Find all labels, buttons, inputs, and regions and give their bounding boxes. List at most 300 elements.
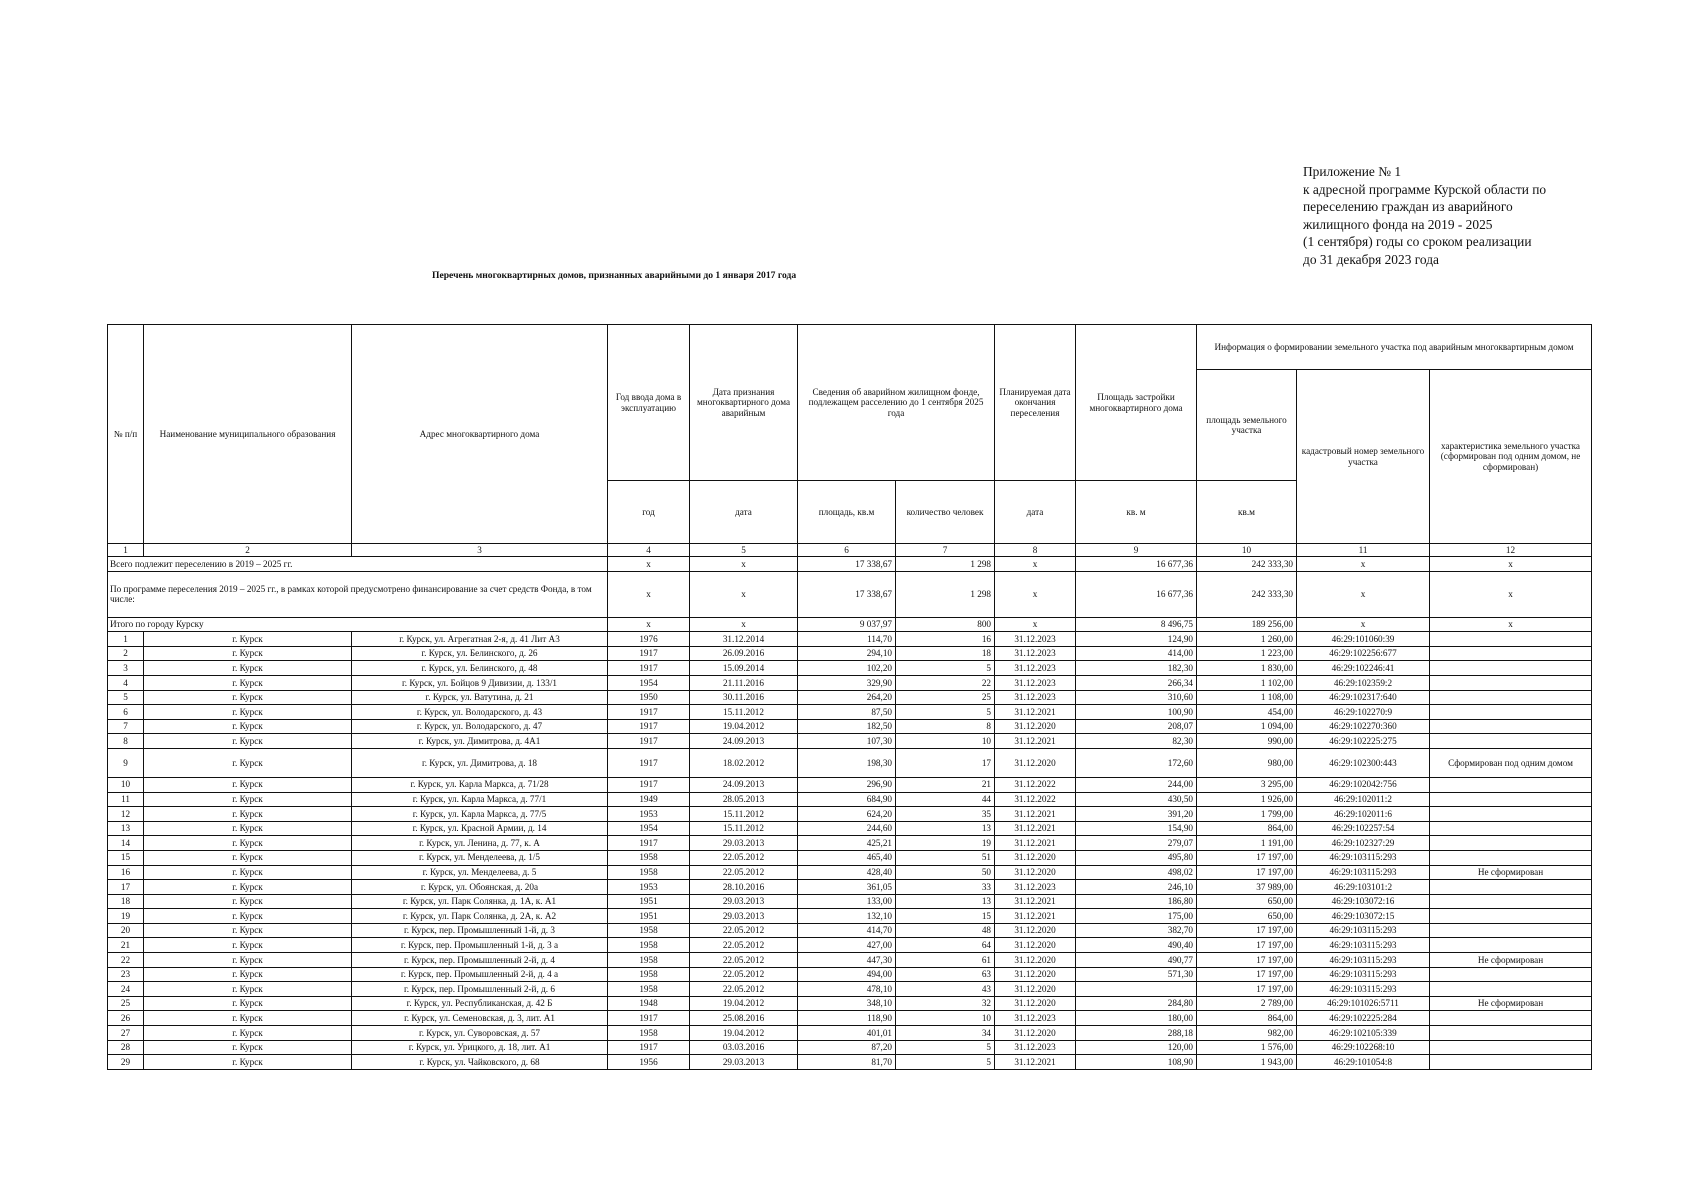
year: 1917: [608, 646, 690, 661]
date-recognized: 19.04.2012: [690, 719, 798, 734]
land-characteristic: [1430, 632, 1592, 647]
built-area: 172,60: [1076, 748, 1197, 777]
area: 244,60: [798, 821, 896, 836]
summary-cell: x: [690, 557, 798, 572]
table-row: [108, 690, 1592, 705]
annex-line: переселению граждан из аварийного: [1303, 199, 1513, 215]
area: 329,90: [798, 675, 896, 690]
built-area: 244,00: [1076, 777, 1197, 792]
municipality: г. Курск: [144, 1026, 352, 1041]
built-area: 382,70: [1076, 923, 1197, 938]
land-characteristic: [1430, 894, 1592, 909]
land-area: 864,00: [1197, 1011, 1297, 1026]
cadastral-number: 46:29:102225:275: [1297, 734, 1430, 749]
summary-cell: x: [1430, 617, 1592, 632]
column-number: 7: [896, 544, 995, 557]
summary-area: 9 037,97: [798, 617, 896, 632]
municipality: г. Курск: [144, 865, 352, 880]
column-number: 6: [798, 544, 896, 557]
summary-cell: x: [1430, 571, 1592, 617]
planned-date: 31.12.2023: [995, 675, 1076, 690]
land-area: 982,00: [1197, 1026, 1297, 1041]
row-number: 24: [108, 982, 144, 997]
area: 361,05: [798, 880, 896, 895]
built-area: 100,90: [1076, 705, 1197, 720]
area: 87,20: [798, 1040, 896, 1055]
cadastral-number: 46:29:102257:54: [1297, 821, 1430, 836]
address: г. Курск, ул. Обоянская, д. 20а: [352, 880, 608, 895]
planned-date: 31.12.2023: [995, 632, 1076, 647]
built-area: 414,00: [1076, 646, 1197, 661]
table-row: [108, 938, 1592, 953]
planned-date: 31.12.2021: [995, 821, 1076, 836]
land-characteristic: [1430, 719, 1592, 734]
planned-date: 31.12.2020: [995, 865, 1076, 880]
cadastral-number: 46:29:102317:640: [1297, 690, 1430, 705]
cadastral-number: 46:29:102246:41: [1297, 661, 1430, 676]
land-area: 17 197,00: [1197, 850, 1297, 865]
year: 1917: [608, 1011, 690, 1026]
planned-date: 31.12.2020: [995, 719, 1076, 734]
area: 414,70: [798, 923, 896, 938]
municipality: г. Курск: [144, 982, 352, 997]
area: 107,30: [798, 734, 896, 749]
land-characteristic: [1430, 807, 1592, 822]
municipality: г. Курск: [144, 821, 352, 836]
address: г. Курск, ул. Володарского, д. 43: [352, 705, 608, 720]
land-area: 1 926,00: [1197, 792, 1297, 807]
land-area: 1 943,00: [1197, 1055, 1297, 1070]
land-characteristic: Не сформирован: [1430, 996, 1592, 1011]
column-number: 3: [352, 544, 608, 557]
land-characteristic: [1430, 675, 1592, 690]
year: 1917: [608, 705, 690, 720]
date-recognized: 22.05.2012: [690, 850, 798, 865]
area: 494,00: [798, 967, 896, 982]
year: 1951: [608, 894, 690, 909]
column-number: 5: [690, 544, 798, 557]
land-area: 3 295,00: [1197, 777, 1297, 792]
header-fund-info: Сведения об аварийном жилищном фонде, подлежащем расселению до 1 сентября 2025 года: [798, 325, 995, 481]
year: 1917: [608, 748, 690, 777]
year: 1917: [608, 836, 690, 851]
column-number: 10: [1197, 544, 1297, 557]
planned-date: 31.12.2023: [995, 646, 1076, 661]
year: 1958: [608, 938, 690, 953]
row-number: 11: [108, 792, 144, 807]
area: 296,90: [798, 777, 896, 792]
built-area: 82,30: [1076, 734, 1197, 749]
row-number: 23: [108, 967, 144, 982]
land-characteristic: [1430, 1040, 1592, 1055]
cadastral-number: 46:29:102359:2: [1297, 675, 1430, 690]
land-characteristic: [1430, 1026, 1592, 1041]
built-area: 284,80: [1076, 996, 1197, 1011]
people: 61: [896, 953, 995, 968]
summary-cell: x: [608, 557, 690, 572]
unit-sqm2: кв.м: [1197, 481, 1297, 544]
summary-area: 17 338,67: [798, 557, 896, 572]
column-number: 4: [608, 544, 690, 557]
built-area: 124,90: [1076, 632, 1197, 647]
cadastral-number: 46:29:103115:293: [1297, 850, 1430, 865]
cadastral-number: 46:29:102270:360: [1297, 719, 1430, 734]
summary-built: 16 677,36: [1076, 571, 1197, 617]
planned-date: 31.12.2023: [995, 690, 1076, 705]
row-number: 12: [108, 807, 144, 822]
summary-cell: x: [690, 571, 798, 617]
cadastral-number: 46:29:103115:293: [1297, 938, 1430, 953]
area: 425,21: [798, 836, 896, 851]
planned-date: 31.12.2020: [995, 982, 1076, 997]
people: 18: [896, 646, 995, 661]
table-row: [108, 909, 1592, 924]
summary-label: Всего подлежит переселению в 2019 – 2025 гг.: [108, 557, 608, 572]
built-area: [1076, 982, 1197, 997]
people: 44: [896, 792, 995, 807]
address: г. Курск, ул. Карла Маркса, д. 71/28: [352, 777, 608, 792]
area: 264,20: [798, 690, 896, 705]
date-recognized: 29.03.2013: [690, 909, 798, 924]
cadastral-number: 46:29:103072:16: [1297, 894, 1430, 909]
header-address: Адрес многоквартирного дома: [352, 325, 608, 544]
table-row: [108, 1011, 1592, 1026]
cadastral-number: 46:29:101026:5711: [1297, 996, 1430, 1011]
planned-date: 31.12.2022: [995, 792, 1076, 807]
date-recognized: 15.11.2012: [690, 821, 798, 836]
header-land-char: характеристика земельного участка (сформирован под одним домом, не сформирован): [1430, 370, 1592, 544]
planned-date: 31.12.2021: [995, 909, 1076, 924]
address: г. Курск, ул. Урицкого, д. 18, лит. А1: [352, 1040, 608, 1055]
year: 1949: [608, 792, 690, 807]
people: 15: [896, 909, 995, 924]
year: 1917: [608, 1040, 690, 1055]
cadastral-number: 46:29:102300:443: [1297, 748, 1430, 777]
municipality: г. Курск: [144, 836, 352, 851]
year: 1958: [608, 850, 690, 865]
planned-date: 31.12.2021: [995, 807, 1076, 822]
column-number: 9: [1076, 544, 1197, 557]
built-area: 490,40: [1076, 938, 1197, 953]
address: г. Курск, ул. Агрегатная 2-я, д. 41 Лит А3: [352, 632, 608, 647]
municipality: г. Курск: [144, 792, 352, 807]
row-number: 8: [108, 734, 144, 749]
cadastral-number: 46:29:102327:29: [1297, 836, 1430, 851]
date-recognized: 25.08.2016: [690, 1011, 798, 1026]
people: 64: [896, 938, 995, 953]
row-number: 10: [108, 777, 144, 792]
table-row: [108, 675, 1592, 690]
address: г. Курск, ул. Володарского, д. 47: [352, 719, 608, 734]
address: г. Курск, ул. Менделеева, д. 5: [352, 865, 608, 880]
people: 50: [896, 865, 995, 880]
date-recognized: 21.11.2016: [690, 675, 798, 690]
column-number: 1: [108, 544, 144, 557]
built-area: 208,07: [1076, 719, 1197, 734]
row-number: 29: [108, 1055, 144, 1070]
address: г. Курск, ул. Белинского, д. 26: [352, 646, 608, 661]
planned-date: 31.12.2021: [995, 836, 1076, 851]
table-row: [108, 1040, 1592, 1055]
row-number: 3: [108, 661, 144, 676]
planned-date: 31.12.2021: [995, 1055, 1076, 1070]
land-characteristic: Не сформирован: [1430, 865, 1592, 880]
address: г. Курск, ул. Суворовская, д. 57: [352, 1026, 608, 1041]
address: г. Курск, ул. Чайковского, д. 68: [352, 1055, 608, 1070]
planned-date: 31.12.2023: [995, 880, 1076, 895]
header-num: № п/п: [108, 325, 144, 544]
area: 81,70: [798, 1055, 896, 1070]
built-area: 120,00: [1076, 1040, 1197, 1055]
date-recognized: 03.03.2016: [690, 1040, 798, 1055]
annex-line: к адресной программе Курской области по: [1303, 181, 1547, 197]
people: 5: [896, 1055, 995, 1070]
planned-date: 31.12.2021: [995, 894, 1076, 909]
row-number: 2: [108, 646, 144, 661]
unit-date: дата: [690, 481, 798, 544]
land-characteristic: [1430, 1055, 1592, 1070]
built-area: 266,34: [1076, 675, 1197, 690]
municipality: г. Курск: [144, 646, 352, 661]
date-recognized: 15.11.2012: [690, 807, 798, 822]
planned-date: 31.12.2020: [995, 748, 1076, 777]
address: г. Курск, ул. Димитрова, д. 18: [352, 748, 608, 777]
planned-date: 31.12.2021: [995, 734, 1076, 749]
year: 1953: [608, 880, 690, 895]
row-number: 26: [108, 1011, 144, 1026]
municipality: г. Курск: [144, 1011, 352, 1026]
area: 401,01: [798, 1026, 896, 1041]
land-area: 864,00: [1197, 821, 1297, 836]
header-planned-date: Планируемая дата окончания переселения: [995, 325, 1076, 481]
land-characteristic: [1430, 705, 1592, 720]
column-number: 12: [1430, 544, 1592, 557]
land-area: 1 108,00: [1197, 690, 1297, 705]
row-number: 4: [108, 675, 144, 690]
people: 51: [896, 850, 995, 865]
area: 427,00: [798, 938, 896, 953]
built-area: 186,80: [1076, 894, 1197, 909]
built-area: 430,50: [1076, 792, 1197, 807]
land-area: 17 197,00: [1197, 923, 1297, 938]
row-number: 7: [108, 719, 144, 734]
annex-line: (1 сентября) годы со сроком реализации: [1303, 234, 1532, 250]
address: г. Курск, ул. Карла Маркса, д. 77/1: [352, 792, 608, 807]
table-row: [108, 865, 1592, 880]
buildings-table: [107, 324, 1592, 1070]
summary-built: 8 496,75: [1076, 617, 1197, 632]
built-area: 180,00: [1076, 1011, 1197, 1026]
cadastral-number: 46:29:103115:293: [1297, 923, 1430, 938]
area: 114,70: [798, 632, 896, 647]
people: 33: [896, 880, 995, 895]
row-number: 20: [108, 923, 144, 938]
year: 1958: [608, 982, 690, 997]
cadastral-number: 46:29:102256:677: [1297, 646, 1430, 661]
cadastral-number: 46:29:103101:2: [1297, 880, 1430, 895]
year: 1950: [608, 690, 690, 705]
row-number: 1: [108, 632, 144, 647]
land-characteristic: [1430, 938, 1592, 953]
area: 182,50: [798, 719, 896, 734]
summary-cell: x: [1297, 571, 1430, 617]
people: 32: [896, 996, 995, 1011]
header-date-recognized: Дата признания многоквартирного дома аварийным: [690, 325, 798, 481]
area: 118,90: [798, 1011, 896, 1026]
year: 1976: [608, 632, 690, 647]
land-area: 1 191,00: [1197, 836, 1297, 851]
cadastral-number: 46:29:102268:10: [1297, 1040, 1430, 1055]
municipality: г. Курск: [144, 1055, 352, 1070]
table-row: [108, 661, 1592, 676]
year: 1917: [608, 719, 690, 734]
land-area: 1 102,00: [1197, 675, 1297, 690]
land-characteristic: [1430, 821, 1592, 836]
built-area: 246,10: [1076, 880, 1197, 895]
unit-year: год: [608, 481, 690, 544]
cadastral-number: 46:29:103072:15: [1297, 909, 1430, 924]
land-characteristic: [1430, 661, 1592, 676]
unit-area: площадь, кв.м: [798, 481, 896, 544]
municipality: г. Курск: [144, 909, 352, 924]
date-recognized: 24.09.2013: [690, 734, 798, 749]
row-number: 27: [108, 1026, 144, 1041]
year: 1958: [608, 953, 690, 968]
row-number: 18: [108, 894, 144, 909]
summary-city-row: [108, 617, 1592, 632]
land-characteristic: [1430, 1011, 1592, 1026]
cadastral-number: 46:29:103115:293: [1297, 865, 1430, 880]
area: 198,30: [798, 748, 896, 777]
table-row: [108, 982, 1592, 997]
address: г. Курск, ул. Парк Солянка, д. 1А, к. А1: [352, 894, 608, 909]
people: 43: [896, 982, 995, 997]
annex-line: Приложение № 1: [1303, 164, 1402, 179]
header-municipality: Наименование муниципального образования: [144, 325, 352, 544]
people: 13: [896, 821, 995, 836]
land-characteristic: Не сформирован: [1430, 953, 1592, 968]
cadastral-number: 46:29:101060:39: [1297, 632, 1430, 647]
land-characteristic: Сформирован под одним домом: [1430, 748, 1592, 777]
land-area: 650,00: [1197, 909, 1297, 924]
summary-cell: x: [608, 617, 690, 632]
year: 1917: [608, 661, 690, 676]
date-recognized: 15.09.2014: [690, 661, 798, 676]
year: 1917: [608, 734, 690, 749]
table-row: [108, 777, 1592, 792]
cadastral-number: 46:29:103115:293: [1297, 967, 1430, 982]
table-row: [108, 880, 1592, 895]
summary-people: 1 298: [896, 571, 995, 617]
municipality: г. Курск: [144, 661, 352, 676]
year: 1958: [608, 923, 690, 938]
address: г. Курск, ул. Димитрова, д. 4А1: [352, 734, 608, 749]
address: г. Курск, ул. Белинского, д. 48: [352, 661, 608, 676]
people: 17: [896, 748, 995, 777]
date-recognized: 22.05.2012: [690, 938, 798, 953]
land-area: 1 223,00: [1197, 646, 1297, 661]
row-number: 6: [108, 705, 144, 720]
area: 133,00: [798, 894, 896, 909]
built-area: 175,00: [1076, 909, 1197, 924]
summary-cell: x: [995, 617, 1076, 632]
cadastral-number: 46:29:102225:284: [1297, 1011, 1430, 1026]
date-recognized: 26.09.2016: [690, 646, 798, 661]
row-number: 25: [108, 996, 144, 1011]
planned-date: 31.12.2021: [995, 705, 1076, 720]
municipality: г. Курск: [144, 734, 352, 749]
date-recognized: 28.10.2016: [690, 880, 798, 895]
row-number: 14: [108, 836, 144, 851]
summary-people: 800: [896, 617, 995, 632]
address: г. Курск, пер. Промышленный 2-й, д. 6: [352, 982, 608, 997]
table-row: [108, 792, 1592, 807]
summary-total-row: [108, 557, 1592, 572]
people: 16: [896, 632, 995, 647]
built-area: 288,18: [1076, 1026, 1197, 1041]
people: 19: [896, 836, 995, 851]
land-area: 17 197,00: [1197, 953, 1297, 968]
table-row: [108, 996, 1592, 1011]
table-row: [108, 807, 1592, 822]
area: 294,10: [798, 646, 896, 661]
row-number: 17: [108, 880, 144, 895]
row-number: 16: [108, 865, 144, 880]
planned-date: 31.12.2020: [995, 996, 1076, 1011]
date-recognized: 28.05.2013: [690, 792, 798, 807]
land-characteristic: [1430, 646, 1592, 661]
table-row: [108, 894, 1592, 909]
table-row: [108, 705, 1592, 720]
address: г. Курск, пер. Промышленный 2-й, д. 4 а: [352, 967, 608, 982]
municipality: г. Курск: [144, 996, 352, 1011]
row-number: 13: [108, 821, 144, 836]
address: г. Курск, ул. Менделеева, д. 1/5: [352, 850, 608, 865]
summary-land: 242 333,30: [1197, 571, 1297, 617]
date-recognized: 29.03.2013: [690, 1055, 798, 1070]
planned-date: 31.12.2023: [995, 1011, 1076, 1026]
unit-people: количество человек: [896, 481, 995, 544]
municipality: г. Курск: [144, 938, 352, 953]
land-area: 980,00: [1197, 748, 1297, 777]
year: 1951: [608, 909, 690, 924]
year: 1958: [608, 967, 690, 982]
people: 10: [896, 734, 995, 749]
area: 87,50: [798, 705, 896, 720]
date-recognized: 22.05.2012: [690, 967, 798, 982]
municipality: г. Курск: [144, 690, 352, 705]
land-area: 2 789,00: [1197, 996, 1297, 1011]
area: 478,10: [798, 982, 896, 997]
people: 8: [896, 719, 995, 734]
municipality: г. Курск: [144, 850, 352, 865]
summary-program-row: [108, 571, 1592, 617]
people: 35: [896, 807, 995, 822]
row-number: 5: [108, 690, 144, 705]
header-year: Год ввода дома в эксплуатацию: [608, 325, 690, 481]
summary-cell: x: [608, 571, 690, 617]
table-row: [108, 646, 1592, 661]
cadastral-number: 46:29:102011:2: [1297, 792, 1430, 807]
people: 5: [896, 705, 995, 720]
address: г. Курск, ул. Республиканская, д. 42 Б: [352, 996, 608, 1011]
land-characteristic: [1430, 734, 1592, 749]
area: 102,20: [798, 661, 896, 676]
municipality: г. Курск: [144, 632, 352, 647]
year: 1948: [608, 996, 690, 1011]
address: г. Курск, ул. Парк Солянка, д. 2А, к. А2: [352, 909, 608, 924]
built-area: 391,20: [1076, 807, 1197, 822]
